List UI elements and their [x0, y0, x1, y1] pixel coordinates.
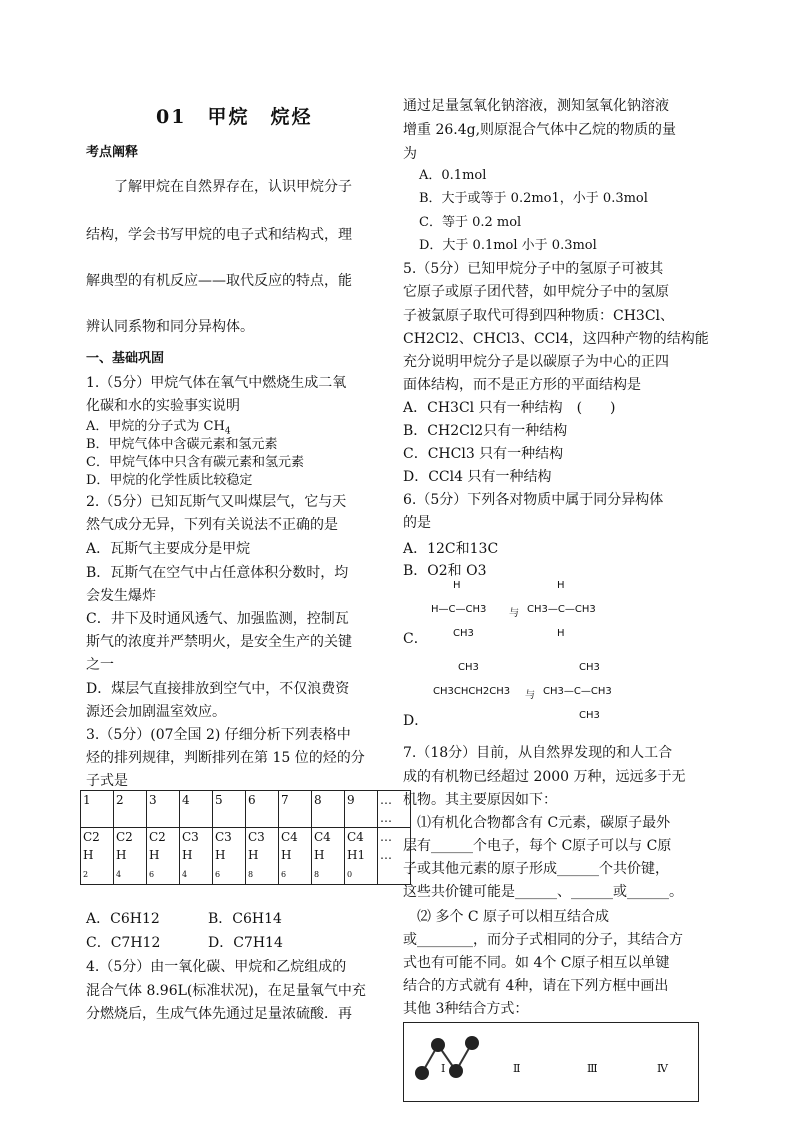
carbon-atom — [415, 1066, 429, 1080]
table-cell: … … — [378, 828, 411, 885]
q7-line: 机物。其主要原因如下： — [403, 792, 557, 808]
table-row — [81, 791, 411, 828]
q2-option: C．井下及时通风透气、加强监测，控制瓦 — [86, 611, 349, 627]
q3-line: 子式是 — [86, 773, 128, 789]
table-cell: 6 — [246, 791, 279, 828]
table-cell: … … — [378, 791, 411, 828]
q7-sub2-line: 或________，而分子式相同的分子，其结合方 — [403, 932, 683, 948]
table-cell: C2 H 6 — [147, 828, 180, 885]
q1-option: A．甲烷的分子式为 $CH_4$ — [86, 419, 231, 437]
q6-option: A．12C和13C — [403, 541, 499, 557]
q2-option: 斯气的浓度并严禁明火，是安全生产的关键 — [86, 634, 352, 650]
q7-sub2-line: ⑵ 多个 C 原子可以相互结合成 — [417, 909, 610, 925]
q6-option: B．O2和 O3 — [403, 563, 487, 579]
table-cell: 1 — [81, 791, 114, 828]
q4-option: D．大于 0.1mol 小于 0.3mol — [419, 238, 597, 253]
q2-option: D．煤层气直接排放到空气中，不仅浪费资 — [86, 681, 350, 697]
structure-ch3: CH3 — [453, 628, 474, 639]
hydrocarbon-table — [80, 790, 411, 885]
q2-line: 2.（5分）已知瓦斯气又叫煤层气，它与天 — [86, 494, 347, 510]
intro-line: 辨认同系物和同分异构体。 — [86, 319, 254, 335]
q4-option: A．0.1mol — [419, 168, 487, 183]
q4-line: 分燃烧后，生成气体先通过足量浓硫酸．再 — [86, 1006, 352, 1022]
q5-option: B．CH2Cl2只有一种结构 — [403, 423, 568, 439]
box-label: Ⅱ — [513, 1062, 521, 1075]
structure-h: H — [453, 580, 461, 591]
q3-line: 烃的排列规律，判断排列在第 15 位的烃的分 — [86, 750, 365, 766]
carbon-atom — [465, 1036, 479, 1050]
q4-option: C．等于 0.2 mol — [419, 215, 522, 230]
q2-option: 之一 — [86, 657, 114, 673]
q5-line: 充分说明甲烷分子是以碳原子为中心的正四 — [403, 354, 669, 370]
q2-option: B．瓦斯气在空气中占任意体积分数时，均 — [86, 565, 349, 581]
table-row — [81, 828, 411, 885]
box-label: Ⅰ — [441, 1062, 446, 1075]
structure-c-left: H—C—CH3 — [431, 604, 487, 615]
table-cell: 7 — [279, 791, 312, 828]
structure-d-left: CH3CHCH2CH3 — [433, 686, 511, 697]
q6-line: 的是 — [403, 515, 431, 531]
q6-line: 6.（5分）下列各对物质中属于同分异构体 — [403, 492, 664, 508]
q1-option: C．甲烷气体中只含有碳元素和氢元素 — [86, 455, 304, 470]
table-cell: C2 H 4 — [114, 828, 147, 885]
q7-sub1-line: 这些共价键可能是______、______或______。 — [403, 884, 683, 900]
table-cell: 8 — [312, 791, 345, 828]
structure-connector: 与 — [509, 608, 519, 619]
q5-line: CH2Cl2、CHCl3、CCl4，这四种产物的结构能 — [403, 331, 709, 347]
q7-line: 成的有机物已经超过 2000 万种，远远多于无 — [403, 769, 686, 785]
q3-option: D．C7H14 — [208, 935, 283, 951]
q5-line: 5.（5分）已知甲烷分子中的氢原子可被其 — [403, 261, 664, 277]
q6-option: C． — [403, 631, 428, 647]
page-title: 01 甲烷 烷烃 — [156, 106, 313, 128]
table-cell: 5 — [213, 791, 246, 828]
carbon-chain-diagram — [404, 1023, 698, 1101]
q3-line: 3.（5分）(07全国 2) 仔细分析下列表格中 — [86, 727, 351, 743]
q5-line: 它原子或原子团代替，如甲烷分子中的氢原 — [403, 284, 669, 300]
part1-heading: 一、基础巩固 — [86, 351, 165, 366]
q5-option: C．CHCl3 只有一种结构 — [403, 446, 564, 462]
q7-sub2-line: 结合的方式就有 4种，请在下列方框中画出 — [403, 978, 669, 994]
intro-line: 了解甲烷在自然界存在，认识甲烷分子 — [114, 179, 352, 195]
structure-ch3: CH3 — [458, 662, 479, 673]
q4-line: 为 — [403, 146, 417, 162]
section-heading: 考点阐释 — [86, 145, 139, 160]
q5-option: A．CH3Cl 只有一种结构 ( ) — [403, 400, 616, 416]
q4-line: 增重 26.4g,则原混合气体中乙烷的物质的量 — [403, 122, 677, 138]
q2-option: A．瓦斯气主要成分是甲烷 — [86, 541, 251, 557]
structure-h: H — [557, 628, 565, 639]
table-cell: C2 H 2 — [81, 828, 114, 885]
structure-ch3: CH3 — [579, 662, 600, 673]
table-cell: C4 H 6 — [279, 828, 312, 885]
q5-line: 子被氯原子取代可得到四种物质：CH3Cl、 — [403, 308, 675, 324]
q5-option: D．CCl4 只有一种结构 — [403, 469, 552, 485]
q7-sub1-line: ⑴有机化合物都含有 C元素，碳原子最外 — [417, 815, 671, 831]
table-cell: 3 — [147, 791, 180, 828]
q7-line: 7.（18分）目前，从自然界发现的和人工合 — [403, 745, 673, 761]
carbon-atom — [431, 1038, 445, 1052]
q7-sub1-line: 层有______个电子，每个 C原子可以与 C原 — [403, 838, 672, 854]
table-cell: C3 H 4 — [180, 828, 213, 885]
q5-line: 面体结构，而不是正方形的平面结构是 — [403, 377, 641, 393]
box-label: Ⅲ — [587, 1062, 598, 1075]
q2-option: 会发生爆炸 — [86, 588, 156, 604]
q4-option: B．大于或等于 0.2mo1，小于 0.3mol — [419, 191, 648, 206]
structure-connector: 与 — [525, 690, 535, 701]
carbon-atom — [449, 1064, 463, 1078]
q3-option: A．C6H12 — [86, 911, 160, 927]
structure-d-right: CH3—C—CH3 — [543, 686, 612, 697]
q1-option: B．甲烷气体中含碳元素和氢元素 — [86, 437, 278, 452]
drawing-box[interactable] — [403, 1022, 699, 1102]
structure-c-right: CH3—C—CH3 — [527, 604, 596, 615]
q2-line: 然气成分无异，下列有关说法不正确的是 — [86, 517, 338, 533]
q3-option: B．C6H14 — [208, 911, 282, 927]
intro-line: 解典型的有机反应——取代反应的特点，能 — [86, 273, 352, 289]
table-cell: 2 — [114, 791, 147, 828]
q3-option: C．C7H12 — [86, 935, 161, 951]
table-cell: C4 H 8 — [312, 828, 345, 885]
q4-line: 4.（5分）由一氧化碳、甲烷和乙烷组成的 — [86, 959, 347, 975]
q1-line: 1.（5分）甲烷气体在氧气中燃烧生成二氧 — [86, 375, 347, 391]
q2-option: 源还会加剧温室效应。 — [86, 704, 226, 720]
structure-h: H — [557, 580, 565, 591]
q1-line: 化碳和水的实验事实说明 — [86, 398, 240, 414]
q4-line: 通过足量氢氧化钠溶液，测知氢氧化钠溶液 — [403, 98, 669, 114]
q1-option: D．甲烷的化学性质比较稳定 — [86, 473, 253, 488]
q7-sub2-line: 式也有可能不同。如 4个 C原子相互以单键 — [403, 955, 670, 971]
table-cell: 9 — [345, 791, 378, 828]
box-label: Ⅳ — [657, 1062, 668, 1075]
q7-sub1-line: 子或其他元素的原子形成______个共价键， — [403, 861, 669, 877]
q6-option: D． — [403, 713, 429, 729]
q7-sub2-line: 其他 3种结合方式： — [403, 1001, 529, 1017]
q4-line: 混合气体 8.96L(标准状况)，在足量氧气中充 — [86, 983, 366, 999]
table-cell: C4 H1 0 — [345, 828, 378, 885]
table-cell: C3 H 8 — [246, 828, 279, 885]
intro-line: 结构，学会书写甲烷的电子式和结构式，理 — [86, 227, 352, 243]
table-cell: C3 H 6 — [213, 828, 246, 885]
table-cell: 4 — [180, 791, 213, 828]
structure-ch3: CH3 — [579, 710, 600, 721]
